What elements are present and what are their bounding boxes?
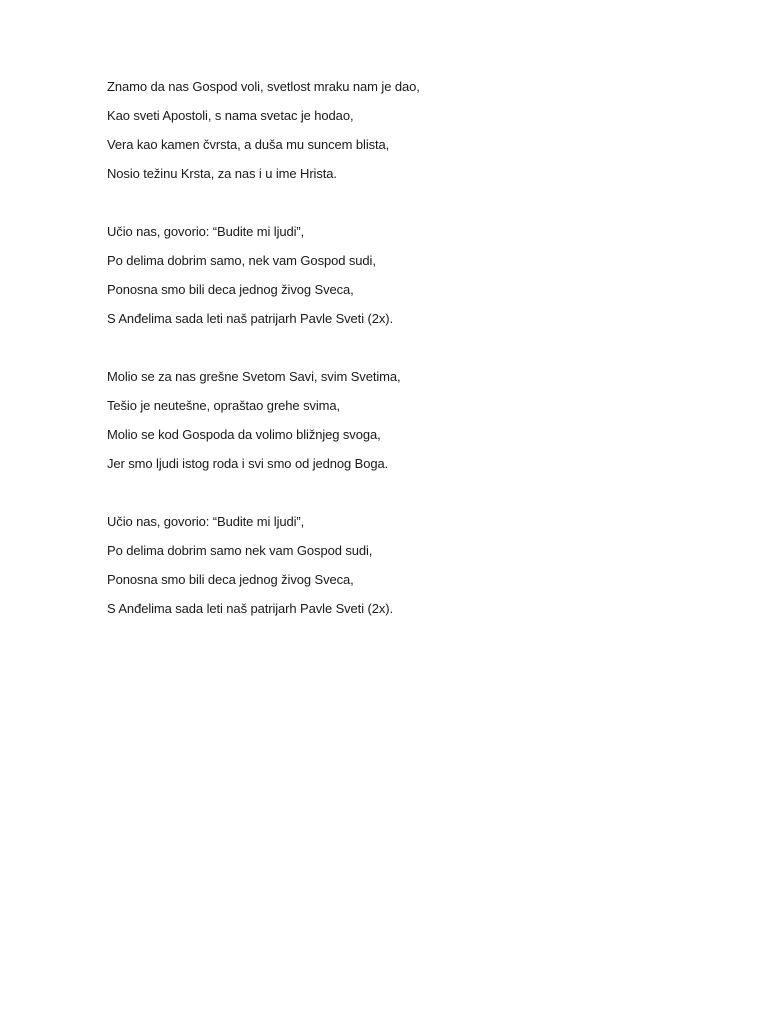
lyric-line: Znamo da nas Gospod voli, svetlost mraku nam je dao, (107, 79, 420, 94)
lyric-line: Učio nas, govorio: “Budite mi ljudi”, (107, 514, 305, 529)
stanza-1 (107, 72, 707, 188)
lyric-line: Ponosna smo bili deca jednog živog Sveca, (107, 282, 354, 297)
lyric-line: Učio nas, govorio: “Budite mi ljudi”, (107, 224, 305, 239)
lyric-line: Molio se kod Gospoda da volimo bližnjeg svoga, (107, 427, 381, 442)
lyric-line: Ponosna smo bili deca jednog živog Sveca, (107, 572, 354, 587)
lyric-line: Nosio težinu Krsta, za nas i u ime Hrista. (107, 166, 337, 181)
lyric-line: Kao sveti Apostoli, s nama svetac je hodao, (107, 108, 354, 123)
lyric-line: Po delima dobrim samo, nek vam Gospod sudi, (107, 253, 376, 268)
lyric-line: Jer smo ljudi istog roda i svi smo od jednog Boga. (107, 456, 389, 471)
stanza-3 (107, 362, 707, 478)
lyric-line: Po delima dobrim samo nek vam Gospod sudi, (107, 543, 373, 558)
lyric-line: Molio se za nas grešne Svetom Savi, svim Svetima, (107, 369, 401, 384)
lyric-line: S Anđelima sada leti naš patrijarh Pavle Sveti (2x). (107, 601, 393, 616)
lyric-line: Tešio je neutešne, opraštao grehe svima, (107, 398, 341, 413)
stanza-4 (107, 507, 707, 623)
stanza-2 (107, 217, 707, 333)
lyrics-text (107, 72, 707, 652)
lyric-line: Vera kao kamen čvrsta, a duša mu suncem blista, (107, 137, 390, 152)
lyric-line: S Anđelima sada leti naš patrijarh Pavle Sveti (2x). (107, 311, 393, 326)
